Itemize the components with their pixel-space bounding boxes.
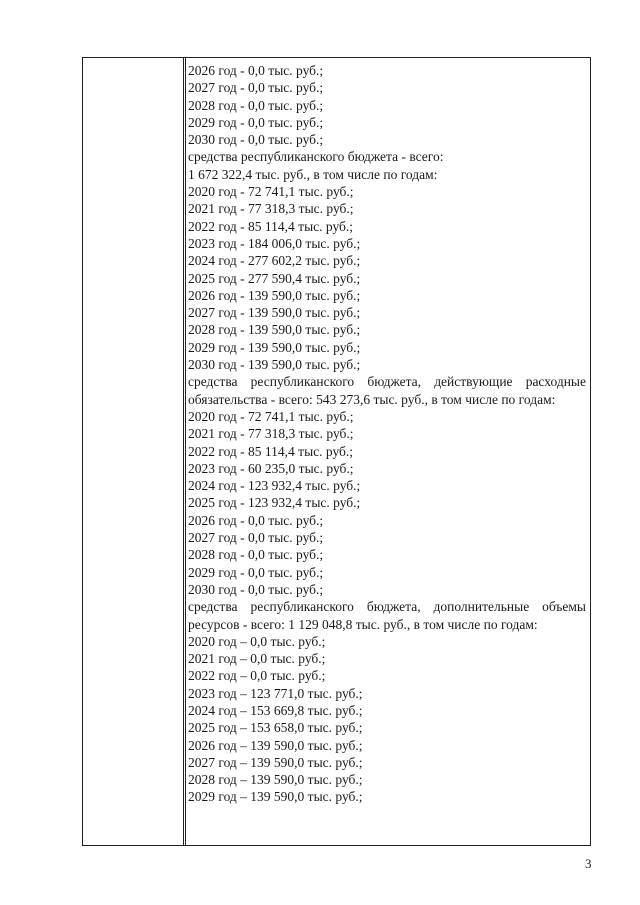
funding-block-current: [188, 408, 586, 598]
text-line: 2028 год - 0,0 тыс. руб.;: [188, 547, 324, 563]
text-line: средства республиканского бюджета - всего:: [188, 149, 444, 165]
text-line: 2029 год - 0,0 тыс. руб.;: [188, 114, 324, 130]
text-line: 2029 год - 139 590,0 тыс. руб.;: [188, 339, 361, 355]
text-line: 2028 год – 139 590,0 тыс. руб.;: [188, 772, 363, 788]
text-line: 2029 год – 139 590,0 тыс. руб.;: [188, 789, 363, 805]
text-line: 2028 год - 0,0 тыс. руб.;: [188, 97, 324, 113]
page-number: 3: [585, 856, 592, 871]
column-divider: [183, 57, 184, 846]
text-line: 2024 год – 153 669,8 тыс. руб.;: [188, 702, 363, 718]
text-line: 2030 год - 0,0 тыс. руб.;: [188, 132, 324, 148]
text-line: 2030 год - 139 590,0 тыс. руб.;: [188, 357, 361, 373]
text-line: 2022 год – 0,0 тыс. руб.;: [188, 668, 326, 684]
text-line: 2022 год - 85 114,4 тыс. руб.;: [188, 218, 354, 234]
text-line: 2026 год - 0,0 тыс. руб.;: [188, 512, 324, 528]
text-line: 2020 год – 0,0 тыс. руб.;: [188, 633, 326, 649]
funding-block-additional: [188, 633, 586, 806]
text-line: 2021 год - 77 318,3 тыс. руб.;: [188, 426, 354, 442]
text-line: 2023 год - 184 006,0 тыс. руб.;: [188, 235, 361, 251]
table-frame: [82, 57, 591, 846]
text-line: 2026 год - 0,0 тыс. руб.;: [188, 63, 324, 78]
column-divider-inner: [185, 57, 186, 846]
text-line: 2021 год – 0,0 тыс. руб.;: [188, 651, 326, 667]
text-line: 2027 год – 139 590,0 тыс. руб.;: [188, 754, 363, 770]
text-line: 2025 год - 277 590,4 тыс. руб.;: [188, 270, 361, 286]
text-line: 2023 год - 60 235,0 тыс. руб.;: [188, 460, 354, 476]
text-line: 2025 год - 123 932,4 тыс. руб.;: [188, 495, 361, 511]
text-line: 2029 год - 0,0 тыс. руб.;: [188, 564, 324, 580]
paragraph-current-obligations: средства республиканского бюджета, действующие расходные обязательства - всего: 543 273,6 тыс. руб., в том числе по годам:: [188, 374, 586, 407]
text-line: 2026 год – 139 590,0 тыс. руб.;: [188, 737, 363, 753]
text-line: 2020 год - 72 741,1 тыс. руб.;: [188, 408, 354, 424]
text-line: 2021 год - 77 318,3 тыс. руб.;: [188, 201, 354, 217]
text-line: 2024 год - 277 602,2 тыс. руб.;: [188, 253, 361, 269]
text-line: 2025 год – 153 658,0 тыс. руб.;: [188, 720, 363, 736]
text-line: 1 672 322,4 тыс. руб., в том числе по годам:: [188, 166, 438, 182]
text-line: 2030 год - 0,0 тыс. руб.;: [188, 581, 324, 597]
text-line: 2020 год - 72 741,1 тыс. руб.;: [188, 184, 354, 200]
text-line: 2027 год - 0,0 тыс. руб.;: [188, 80, 324, 96]
table-cell-content: [188, 62, 586, 806]
text-line: 2027 год - 0,0 тыс. руб.;: [188, 530, 324, 546]
text-line: 2028 год - 139 590,0 тыс. руб.;: [188, 322, 361, 338]
text-line: 2023 год – 123 771,0 тыс. руб.;: [188, 685, 363, 701]
text-line: 2024 год - 123 932,4 тыс. руб.;: [188, 478, 361, 494]
paragraph-additional-resources: средства республиканского бюджета, дополнительные объемы ресурсов - всего: 1 129 048,8 тыс. руб., в том числе по годам:: [188, 599, 586, 632]
text-line: 2027 год - 139 590,0 тыс. руб.;: [188, 305, 361, 321]
text-line: 2026 год - 139 590,0 тыс. руб.;: [188, 287, 361, 303]
funding-block-total: [188, 62, 586, 373]
text-line: 2022 год - 85 114,4 тыс. руб.;: [188, 443, 354, 459]
